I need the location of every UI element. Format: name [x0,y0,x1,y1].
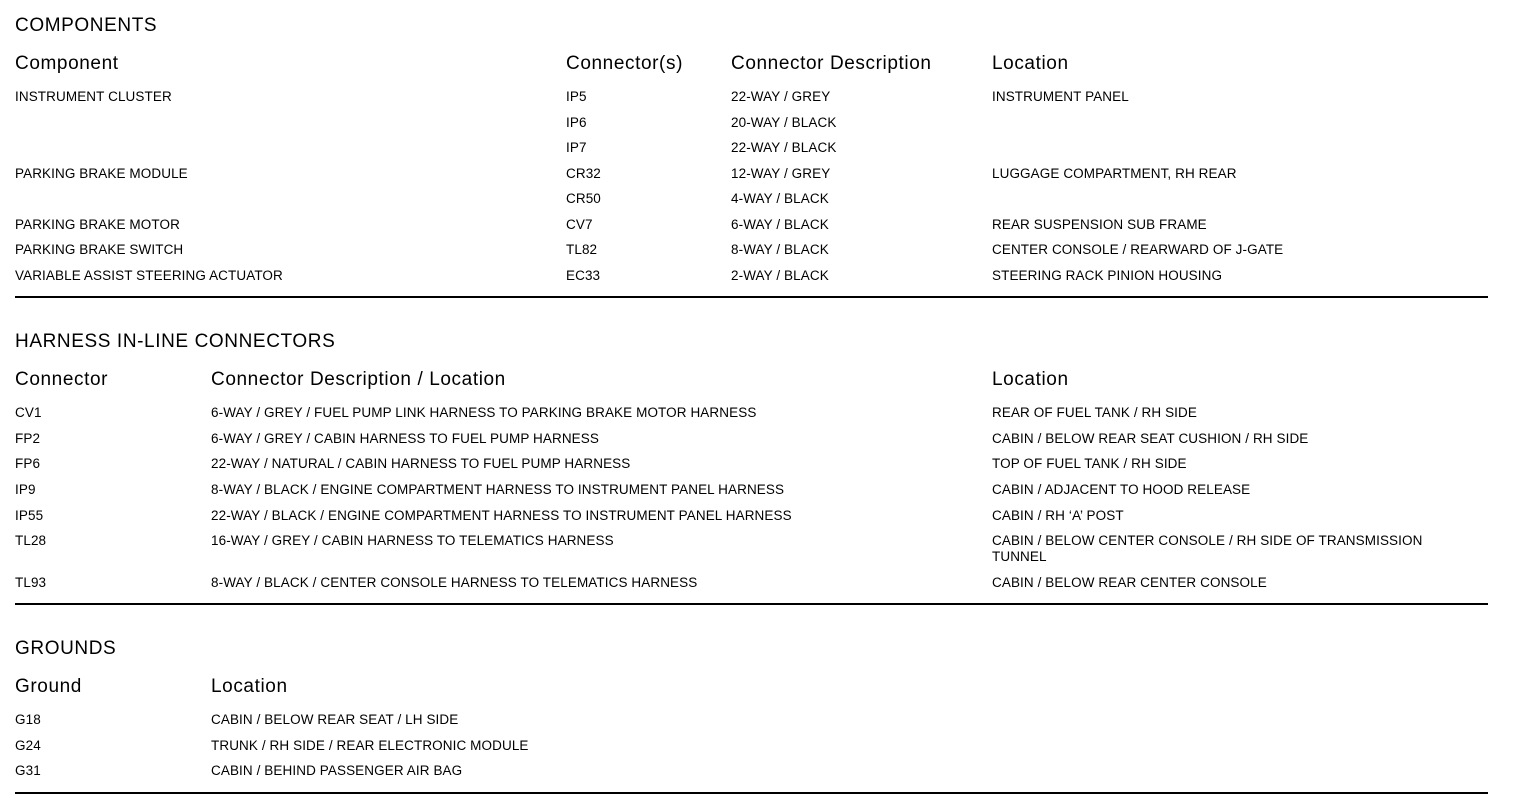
components-row-location: LUGGAGE COMPARTMENT, RH REAR [992,166,1237,181]
components-row-component: PARKING BRAKE MODULE [15,166,188,181]
harness-row-connector: TL93 [15,575,47,590]
components-row-location: STEERING RACK PINION HOUSING [992,268,1223,283]
components-row-description: 2-WAY / BLACK [731,268,829,283]
components-row-component: PARKING BRAKE SWITCH [15,242,184,257]
components-row-connector: CR32 [566,166,601,181]
components-row-location: CENTER CONSOLE / REARWARD OF J-GATE [992,242,1284,257]
harness-row-connector: IP9 [15,482,36,497]
grounds-row-location: CABIN / BELOW REAR SEAT / LH SIDE [211,712,459,727]
harness-row-location: CABIN / RH ‘A’ POST [992,508,1124,523]
components-header-description: Connector Description [731,53,932,74]
grounds-row-ground: G24 [15,738,41,753]
components-row-component: VARIABLE ASSIST STEERING ACTUATOR [15,268,283,283]
harness-row-location: CABIN / BELOW REAR CENTER CONSOLE [992,575,1267,590]
components-row-description: 12-WAY / GREY [731,166,831,181]
harness-row-description: 8-WAY / BLACK / ENGINE COMPARTMENT HARNESS TO INSTRUMENT PANEL HARNESS [211,482,785,497]
components-row-connector: EC33 [566,268,601,283]
harness-row-description: 16-WAY / GREY / CABIN HARNESS TO TELEMATICS HARNESS [211,533,614,548]
harness-row-description: 8-WAY / BLACK / CENTER CONSOLE HARNESS TO TELEMATICS HARNESS [211,575,698,590]
components-row-connector: IP6 [566,115,587,130]
components-row-description: 4-WAY / BLACK [731,191,829,206]
harness-row-description: 22-WAY / NATURAL / CABIN HARNESS TO FUEL PUMP HARNESS [211,456,631,471]
grounds-row-ground: G31 [15,763,41,778]
components-header-component: Component [15,53,119,74]
components-divider [15,296,1488,298]
harness-row-connector: FP2 [15,431,41,446]
components-row-connector: IP7 [566,140,587,155]
harness-row-description: 6-WAY / GREY / CABIN HARNESS TO FUEL PUMP HARNESS [211,431,599,446]
components-row-description: 22-WAY / BLACK [731,140,837,155]
components-row-description: 6-WAY / BLACK [731,217,829,232]
components-row-connector: TL82 [566,242,598,257]
components-row-connector: CV7 [566,217,593,232]
components-row-description: 20-WAY / BLACK [731,115,837,130]
components-row-location: INSTRUMENT PANEL [992,89,1129,104]
grounds-header-location: Location [211,676,288,697]
components-row-component: PARKING BRAKE MOTOR [15,217,180,232]
grounds-section-title: GROUNDS [15,638,117,659]
components-row-location: REAR SUSPENSION SUB FRAME [992,217,1207,232]
components-row-description: 8-WAY / BLACK [731,242,829,257]
harness-row-location: CABIN / BELOW REAR SEAT CUSHION / RH SIDE [992,431,1309,446]
harness-divider [15,603,1488,605]
harness-row-location: CABIN / ADJACENT TO HOOD RELEASE [992,482,1251,497]
grounds-header-ground: Ground [15,676,82,697]
components-row-connector: IP5 [566,89,587,104]
harness-header-description: Connector Description / Location [211,369,506,390]
harness-row-description: 22-WAY / BLACK / ENGINE COMPARTMENT HARNESS TO INSTRUMENT PANEL HARNESS [211,508,792,523]
harness-row-connector: TL28 [15,533,47,548]
harness-header-connector: Connector [15,369,109,390]
harness-row-connector: IP55 [15,508,44,523]
harness-row-location: CABIN / BELOW CENTER CONSOLE / RH SIDE OF TRANSMISSION TUNNEL [992,533,1423,564]
components-header-connectors: Connector(s) [566,53,684,74]
components-row-component: INSTRUMENT CLUSTER [15,89,172,104]
grounds-row-ground: G18 [15,712,41,727]
harness-row-location: TOP OF FUEL TANK / RH SIDE [992,456,1187,471]
harness-row-connector: CV1 [15,405,42,420]
components-section-title: COMPONENTS [15,15,158,36]
harness-header-location: Location [992,369,1069,390]
components-row-description: 22-WAY / GREY [731,89,831,104]
grounds-divider [15,792,1488,794]
harness-row-description: 6-WAY / GREY / FUEL PUMP LINK HARNESS TO PARKING BRAKE MOTOR HARNESS [211,405,757,420]
harness-section-title: HARNESS IN-LINE CONNECTORS [15,331,336,352]
components-header-location: Location [992,53,1069,74]
components-row-connector: CR50 [566,191,601,206]
harness-row-connector: FP6 [15,456,41,471]
harness-row-location: REAR OF FUEL TANK / RH SIDE [992,405,1197,420]
grounds-row-location: TRUNK / RH SIDE / REAR ELECTRONIC MODULE [211,738,529,753]
grounds-row-location: CABIN / BEHIND PASSENGER AIR BAG [211,763,463,778]
